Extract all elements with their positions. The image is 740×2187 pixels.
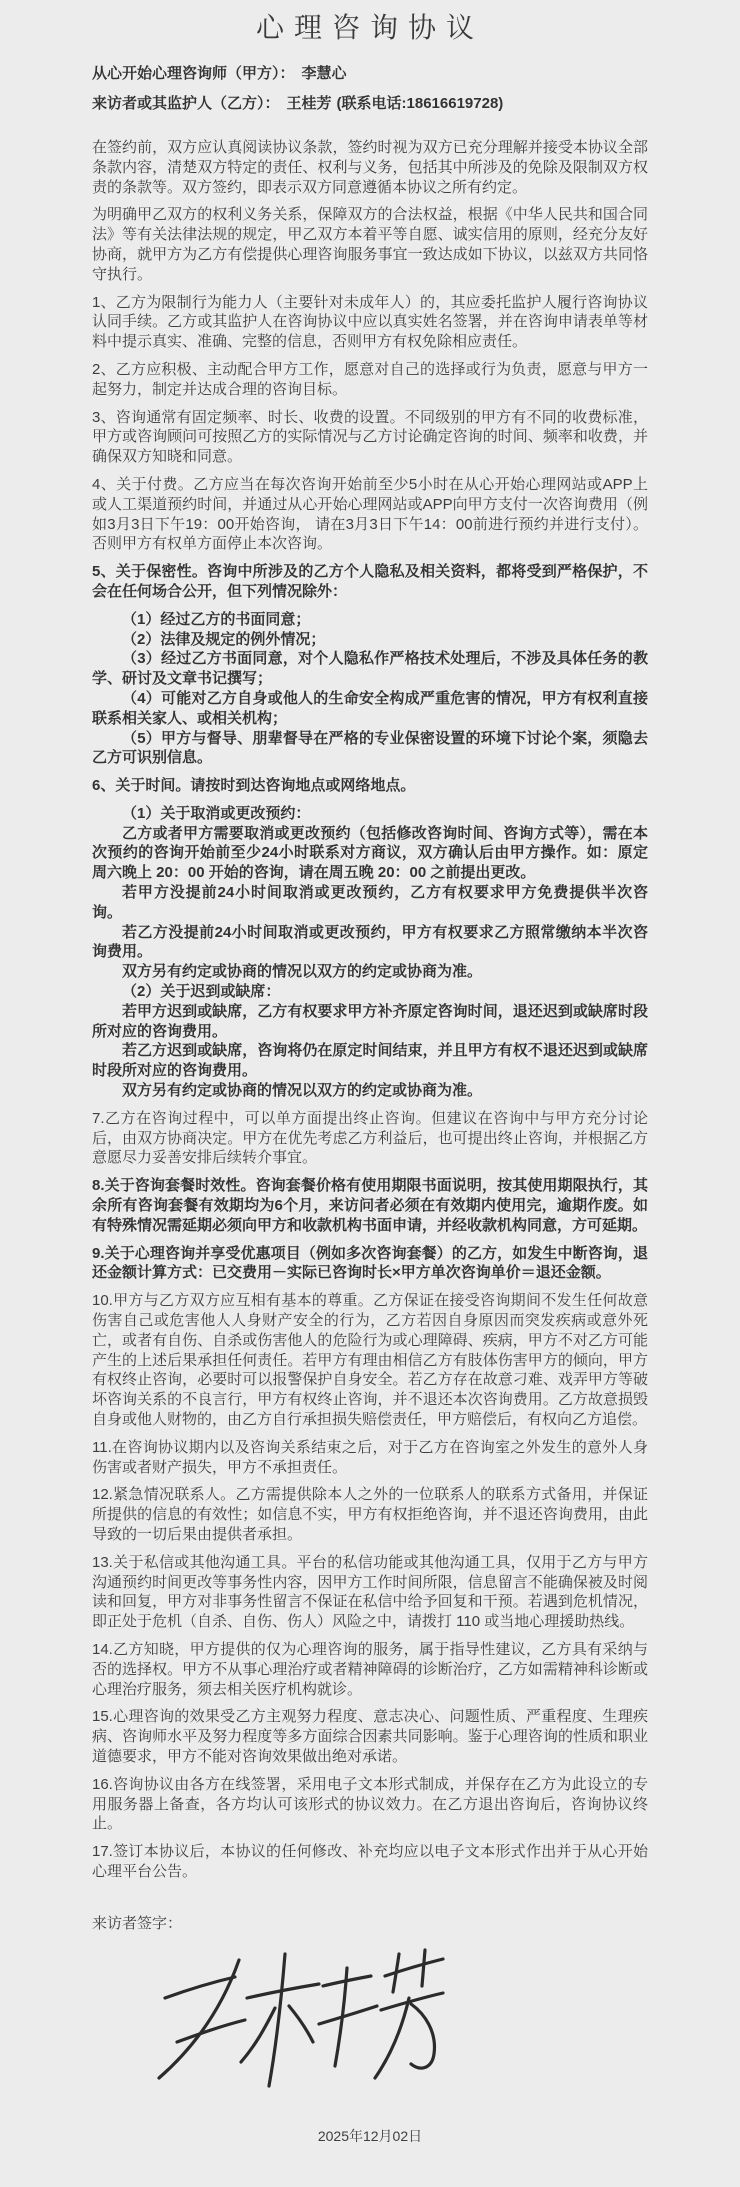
agreement-paragraph: 为明确甲乙双方的权利义务关系，保障双方的合法权益，根据《中华人民共和国合同法》等有关法律法规的规定，甲乙双方本着平等自愿、诚实信用的原则，经充分友好协商，就甲方为乙方有偿提供心理咨询服务事宜一致达成如下协议，以兹双方共同恪守执行。 bbox=[92, 206, 648, 283]
agreement-paragraph: 若乙方迟到或缺席，咨询将仍在原定时间结束，并且甲方有权不退还迟到或缺席时段所对应的咨询费用。 bbox=[92, 1042, 648, 1080]
agreement-date: 2025年12月02日 bbox=[317, 2127, 423, 2144]
agreement-paragraph: 6、关于时间。请按时到达咨询地点或网络地点。 bbox=[92, 777, 416, 795]
agreement-paragraph: 15.心理咨询的效果受乙方主观努力程度、意志决心、问题性质、严重程度、生理疾病、咨询师水平及努力程度等多方面综合因素共同影响。鉴于心理咨询的性质和职业道德要求，甲方不能对咨询效果做出绝对承诺。 bbox=[92, 1708, 648, 1765]
agreement-paragraph: 双方另有约定或协商的情况以双方的约定或协商为准。 bbox=[122, 1082, 483, 1100]
agreement-paragraph: 乙方或者甲方需要取消或更改预约（包括修改咨询时间、咨询方式等），需在本次预约的咨询开始前至少24小时联系对方商议，双方确认后由甲方操作。如：原定周六晚上 20：00 开始的咨询，请在周五晚 20：00 之前提出更改。 bbox=[92, 824, 648, 882]
party-a-name: 李慧心 bbox=[301, 65, 347, 83]
agreement-paragraph: 12.紧急情况联系人。乙方需提供除本人之外的一位联系人的联系方式备用，并保证所提供的信息的有效性；如信息不实，甲方有权拒绝咨询，并不退还咨询费用，由此导致的一切后果由提供者承担。 bbox=[92, 1486, 648, 1543]
agreement-paragraph: 2、乙方应积极、主动配合甲方工作，愿意对自己的选择或行为负责，愿意与甲方一起努力，制定并达成合理的咨询目标。 bbox=[92, 360, 648, 398]
party-a-line bbox=[92, 64, 648, 84]
agreement-paragraph: 13.关于私信或其他沟通工具。平台的私信功能或其他沟通工具，仅用于乙方与甲方沟通预约时间更改等事务性内容，因甲方工作时间所限，信息留言不能确保被及时阅读和回复，甲方对非事务性留言不保证在私信中给予回复和干预。若遇到危机情况，即正处于危机（自杀、自伤、伤人）风险之中，请拨打 110 或当地心理援助热线。 bbox=[92, 1553, 648, 1631]
agreement-paragraph: 17.签订本协议后，本协议的任何修改、补充均应以电子文本形式作出并于从心开始心理平台公告。 bbox=[92, 1843, 648, 1880]
agreement-paragraph: （1）经过乙方的书面同意； bbox=[122, 610, 311, 628]
agreement-body bbox=[92, 138, 648, 1882]
agreement-paragraph: （4）可能对乙方自身或他人的生命安全构成严重危害的情况，甲方有权利直接联系相关家人、或相关机构； bbox=[92, 689, 648, 727]
agreement-paragraph: 在签约前，双方应认真阅读协议条款，签约时视为双方已充分理解并接受本协议全部条款内容，清楚双方特定的责任、权利与义务，包括其中所涉及的免除及限制双方权责的条款等。双方签约，即表示双方同意遵循本协议之所有约定。 bbox=[92, 138, 648, 196]
party-b-label: 来访者或其监护人（乙方）： bbox=[92, 95, 280, 113]
agreement-content bbox=[92, 64, 648, 2187]
agreement-paragraph: （1）关于取消或更改预约： bbox=[122, 804, 311, 822]
handwritten-signature-drawing bbox=[147, 1946, 447, 2096]
agreement-paragraph: 5、关于保密性。咨询中所涉及的乙方个人隐私及相关资料，都将受到严格保护，不会在任何场合公开，但下列情况除外： bbox=[92, 563, 648, 600]
agreement-paragraph: 1、乙方为限制行为能力人（主要针对未成年人）的，其应委托监护人履行咨询协议认同手续。乙方或其监护人在咨询协议中应以真实姓名签署，并在咨询申请表单等材料中提示真实、准确、完整的信息，否则甲方有权免除相应责任。 bbox=[92, 293, 648, 351]
agreement-paragraph: 双方另有约定或协商的情况以双方的约定或协商为准。 bbox=[122, 963, 483, 981]
agreement-paragraph: 4、关于付费。乙方应当在每次咨询开始前至少5小时在从心开始心理网站或APP上或人工渠道预约时间，并通过从心开始心理网站或APP向甲方支付一次咨询费用（例如3月3日下午19：00开始咨询， 请在3月3日下午14：00前进行预约并进行支付）。否则甲方有权单方面停止本次咨询。 bbox=[92, 475, 648, 553]
agreement-paragraph: 10.甲方与乙方双方应互相有基本的尊重。乙方保证在接受咨询期间不发生任何故意伤害自己或危害他人人身财产安全的行为，乙方若因自身原因而突发疾病或意外死亡，或者有自伤、自杀或伤害他人的危险行为或心理障碍、疾病，甲方不对乙方可能产生的上述后果承担任何责任。若甲方有理由相信乙方有肢体伤害甲方的倾向，甲方有权终止咨询，必要时可以报警保护自身安全。若乙方存在故意刁难、戏弄甲方等破坏咨询关系的不良言行，甲方有权终止咨询，并不退还本次咨询费用。乙方故意损毁自身或他人财物的，由乙方自行承担损失赔偿责任，甲方赔偿后，有权向乙方追偿。 bbox=[92, 1292, 648, 1428]
page-title: 心理咨询协议 bbox=[255, 12, 484, 43]
agreement-paragraph: 若甲方没提前24小时间取消或更改预约，乙方有权要求甲方免费提供半次咨询。 bbox=[92, 884, 648, 921]
agreement-paragraph: （2）关于迟到或缺席： bbox=[122, 983, 281, 1001]
signature-area bbox=[147, 1946, 648, 2101]
agreement-paragraph: 16.咨询协议由各方在线签署，采用电子文本形式制成，并保存在乙方为此设立的专用服务器上备查，各方均认可该形式的协议效力。在乙方退出咨询后，咨询协议终止。 bbox=[92, 1775, 648, 1833]
agreement-paragraph: 14.乙方知晓，甲方提供的仅为心理咨询的服务，属于指导性建议，乙方具有采纳与否的选择权。甲方不从事心理治疗或者精神障碍的诊断治疗，乙方如需精神科诊断或心理治疗服务，须去相关医疗机构就诊。 bbox=[92, 1640, 648, 1698]
agreement-paragraph: 3、咨询通常有固定频率、时长、收费的设置。不同级别的甲方有不同的收费标准，甲方或咨询顾问可按照乙方的实际情况与乙方讨论确定咨询的时间、频率和收费，并确保双方知晓和同意。 bbox=[92, 408, 648, 466]
party-b-phone: (联系电话:18616619728) bbox=[336, 95, 504, 113]
agreement-paragraph: （2）法律及规定的例外情况； bbox=[122, 630, 326, 648]
agreement-paragraph: 7.乙方在咨询过程中，可以单方面提出终止咨询。但建议在咨询中与甲方充分讨论后，由双方协商决定。甲方在优先考虑乙方利益后，也可提出终止咨询，并根据乙方意愿尽力妥善安排后续转介事宜。 bbox=[92, 1109, 648, 1167]
visitor-signature-label: 来访者签字： bbox=[92, 1914, 183, 1932]
agreement-paragraph: （5）甲方与督导、朋辈督导在严格的专业保密设置的环境下讨论个案，须隐去乙方可识别信息。 bbox=[92, 729, 648, 767]
agreement-paragraph: 9.关于心理咨询并享受优惠项目（例如多次咨询套餐）的乙方，如发生中断咨询，退还金额计算方式：已交费用－实际已咨询时长×甲方单次咨询单价＝退还金额。 bbox=[92, 1244, 648, 1282]
party-a-label: 从心开始心理咨询师（甲方）： bbox=[92, 65, 295, 83]
spacer bbox=[92, 124, 648, 130]
party-b-line bbox=[92, 94, 648, 114]
agreement-paragraph: 11.在咨询协议期内以及咨询关系结束之后，对于乙方在咨询室之外发生的意外人身伤害或者财产损失，甲方不承担责任。 bbox=[92, 1438, 648, 1476]
agreement-paragraph: 8.关于咨询套餐时效性。咨询套餐价格有使用期限书面说明，按其使用期限执行，其余所有咨询套餐有效期均为6个月，来访问者必须在有效期内使用完，逾期作废。如有特殊情况需延期必须向甲方和收款机构书面申请，并经收款机构同意，方可延期。 bbox=[92, 1177, 648, 1234]
agreement-paragraph: 若甲方迟到或缺席，乙方有权要求甲方补齐原定咨询时间，退还迟到或缺席时段所对应的咨询费用。 bbox=[92, 1002, 648, 1040]
agreement-paragraph: （3）经过乙方书面同意，对个人隐私作严格技术处理后，不涉及具体任务的教学、研讨及文章书记撰写； bbox=[92, 650, 648, 688]
agreement-paragraph: 若乙方没提前24小时间取消或更改预约，甲方有权要求乙方照常缴纳本半次咨询费用。 bbox=[92, 923, 648, 961]
party-b-name: 王桂芳 bbox=[286, 95, 332, 113]
